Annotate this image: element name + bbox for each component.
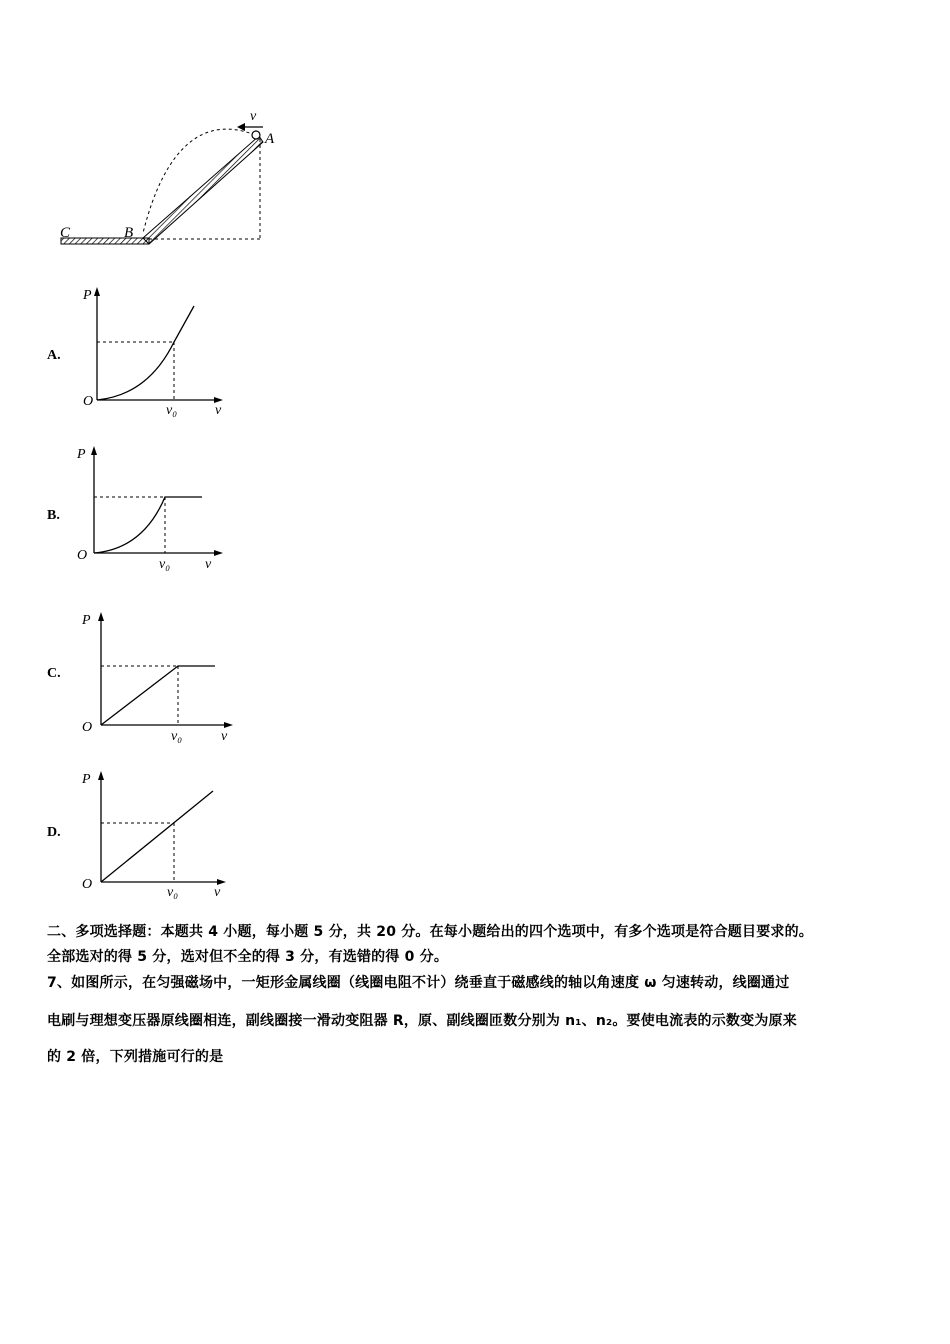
label-v: v [250, 109, 257, 124]
option-c-label[interactable]: C. [47, 666, 61, 681]
ball [252, 131, 260, 139]
origin-label: O [82, 877, 93, 892]
axis-label-v: v [205, 557, 212, 572]
section-instructions-line-1: 二、多项选择题：本题共 4 小题，每小题 5 分，共 20 分。在每小题给出的四个选项中，有多个选项是符合题目要求的。 [47, 924, 814, 940]
option-b-graph [73, 441, 233, 576]
v-axis-arrowhead [214, 550, 223, 556]
question-7-line-3: 的 2 倍，下列措施可行的是 [47, 1049, 224, 1065]
axis-label-p: P [82, 772, 91, 787]
label-A: A [265, 131, 275, 147]
label-B: B [124, 225, 134, 241]
axis-label-v: v [214, 885, 221, 899]
p-axis-arrowhead [98, 612, 104, 621]
axis-label-p: P [82, 613, 91, 628]
velocity-arrowhead [237, 123, 245, 131]
option-a-label[interactable]: A. [47, 348, 61, 363]
tick-label-v0: v₀ [171, 729, 183, 744]
option-a-graph [78, 283, 238, 418]
power-curve [101, 666, 215, 725]
question-7-line-1: 7、如图所示，在匀强磁场中，一矩形金属线圈（线圈电阻不计）绕垂直于磁感线的轴以角速度 ω 匀速转动，线圈通过 [47, 975, 790, 991]
power-curve [97, 306, 194, 400]
origin-label: O [77, 548, 88, 563]
axis-label-v: v [221, 729, 228, 744]
axis-label-v: v [215, 403, 222, 418]
option-b-label[interactable]: B. [47, 508, 60, 523]
option-d-label[interactable]: D. [47, 825, 61, 840]
section-instructions-line-2: 全部选对的得 5 分，选对但不全的得 3 分，有选错的得 0 分。 [47, 949, 449, 965]
v-axis-arrowhead [224, 722, 233, 728]
power-curve [101, 791, 213, 882]
incline-figure [55, 105, 285, 255]
question-7-line-2: 电刷与理想变压器原线圈相连，副线圈接一滑动变阻器 R，原、副线圈匝数分别为 n₁、n₂。要使电流表的示数变为原来 [47, 1013, 797, 1029]
power-curve [94, 497, 202, 553]
tick-label-v0: v₀ [167, 885, 179, 899]
ground-surface [61, 238, 149, 244]
p-axis-arrowhead [91, 446, 97, 455]
option-c-graph [78, 605, 243, 745]
label-C: C [60, 225, 71, 241]
tick-label-v0: v₀ [166, 403, 178, 418]
tick-label-v0: v₀ [159, 557, 171, 572]
origin-label: O [82, 720, 93, 735]
option-d-graph [78, 764, 238, 899]
origin-label: O [83, 394, 94, 409]
trajectory-dashed-arc [143, 129, 255, 233]
axis-label-p: P [77, 447, 86, 462]
incline-surface [143, 136, 263, 244]
axis-label-p: P [83, 288, 92, 303]
p-axis-arrowhead [98, 771, 104, 780]
p-axis-arrowhead [94, 287, 100, 296]
